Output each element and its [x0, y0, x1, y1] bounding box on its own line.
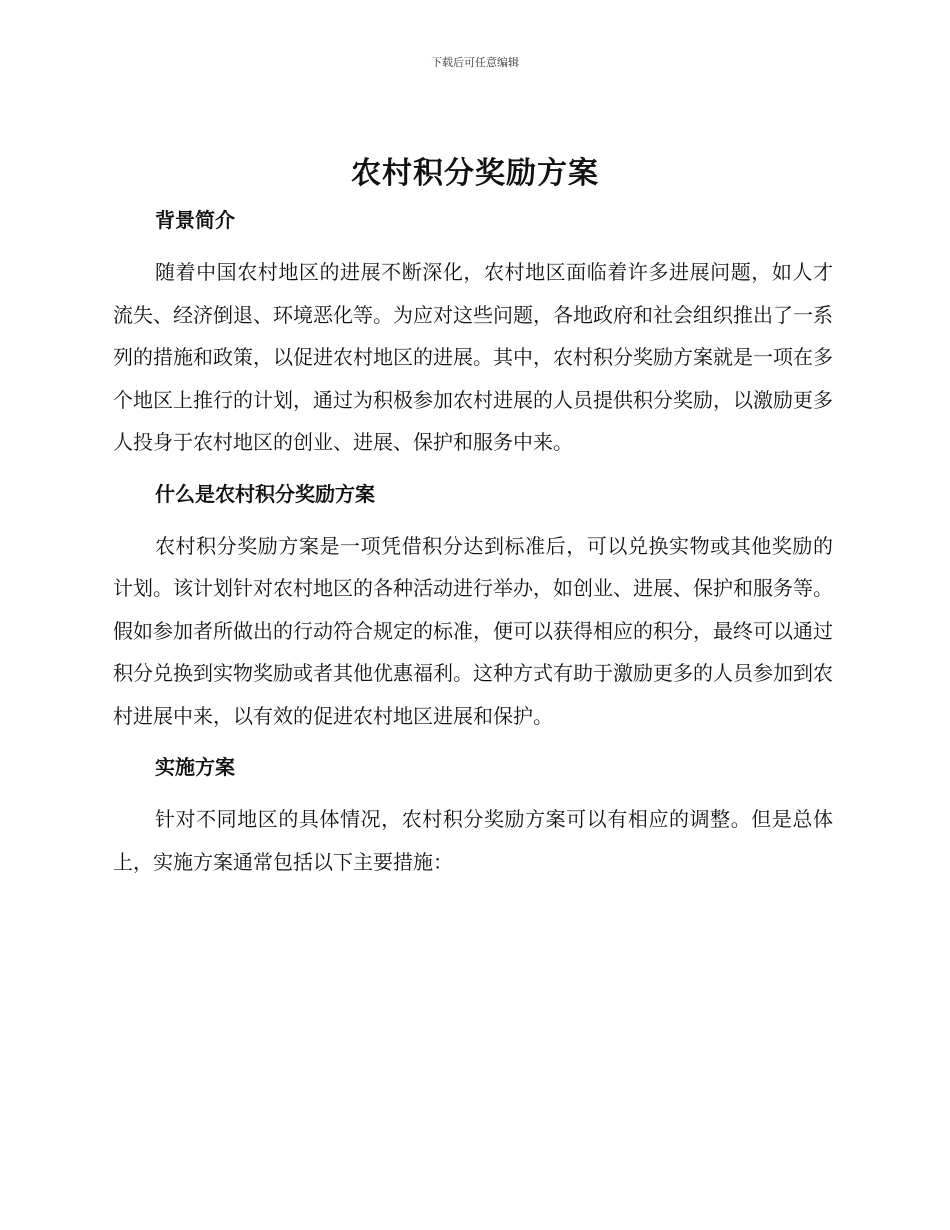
section-paragraph-definition: 农村积分奖励方案是一项凭借积分达到标准后，可以兑换实物或其他奖励的计划。该计划针对农村地区的各种活动进行举办，如创业、进展、保护和服务等。假如参加者所做出的行动符合规定的标准，便可以获得相应的积分，最终可以通过积分兑换到实物奖励或者其他优惠福利。这种方式有助于激励更多的人员参加到农村进展中来，以有效的促进农村地区进展和保护。	[113, 533, 833, 728]
section-paragraph-implementation: 针对不同地区的具体情况，农村积分奖励方案可以有相应的调整。但是总体上，实施方案通常包括以下主要措施：	[113, 807, 833, 874]
section-heading-background: 背景简介	[155, 208, 235, 232]
section-heading-definition: 什么是农村积分奖励方案	[155, 481, 375, 506]
page-header-note: 下载后可任意编辑	[431, 56, 519, 69]
section-heading-implementation: 实施方案	[155, 755, 235, 779]
section-paragraph-background: 随着中国农村地区的进展不断深化，农村地区面临着许多进展问题，如人才流失、经济倒退、环境恶化等。为应对这些问题，各地政府和社会组织推出了一系列的措施和政策，以促进农村地区的进展。其中，农村积分奖励方案就是一项在多个地区上推行的计划，通过为积极参加农村进展的人员提供积分奖励，以激励更多人投身于农村地区的创业、进展、保护和服务中来。	[113, 260, 833, 454]
document-body	[113, 200, 833, 893]
document-title: 农村积分奖励方案	[351, 156, 599, 191]
